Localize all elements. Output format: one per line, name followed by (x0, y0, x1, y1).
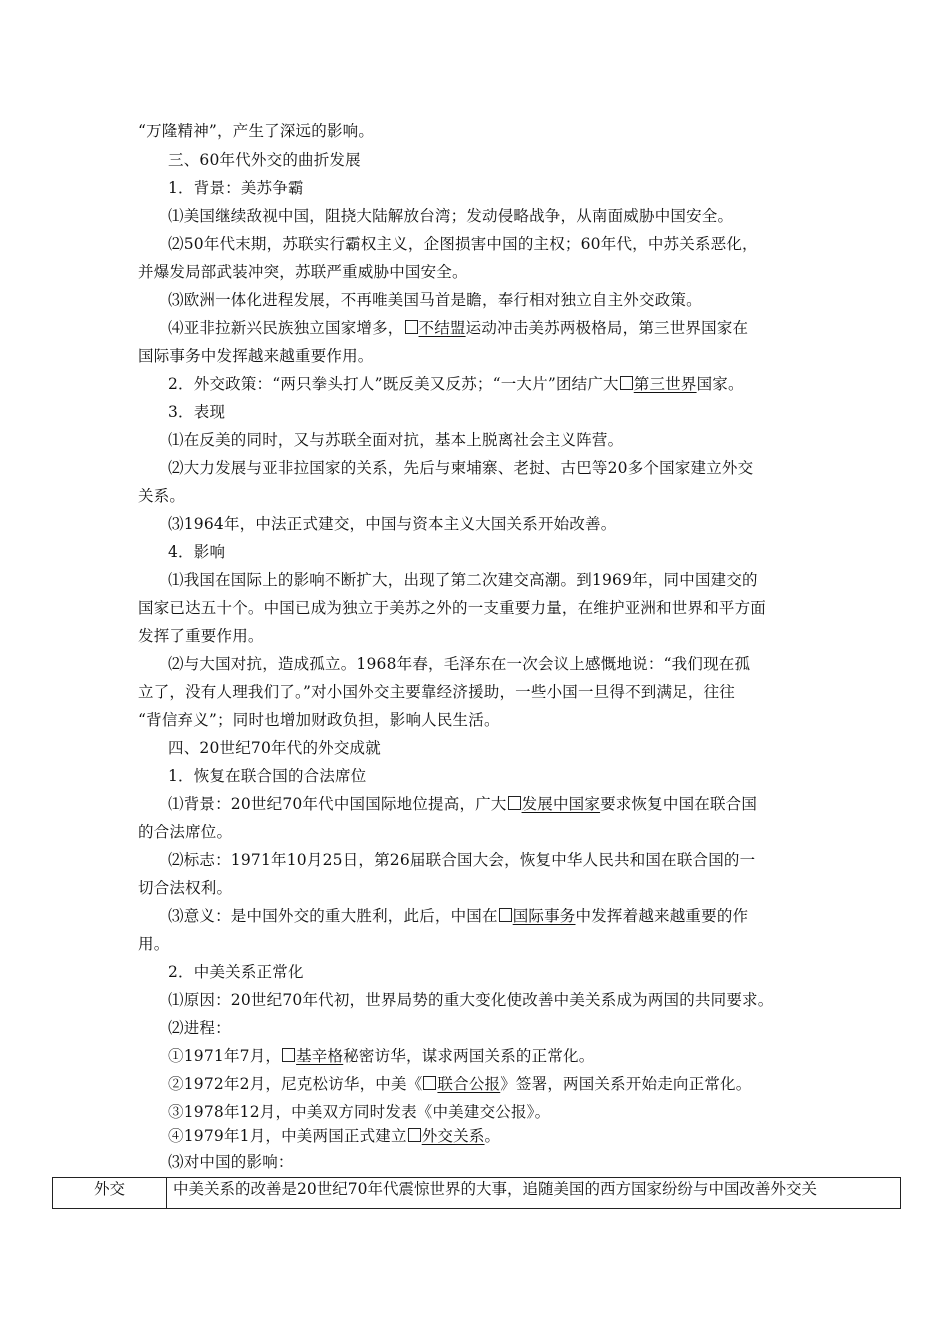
blank-box (282, 1048, 295, 1062)
text-line: ⑵50年代末期，苏联实行霸权主义，企图损害中国的主权；60年代，中苏关系恶化， (168, 235, 758, 253)
text-line: ①1971年7月， 基辛格秘密访华，谋求两国关系的正常化。 (168, 1047, 595, 1065)
section-heading: 三、60年代外交的曲折发展 (168, 151, 361, 169)
text-line: 国际事务中发挥越来越重要作用。 (138, 347, 374, 365)
text-line: ⑴我国在国际上的影响不断扩大，出现了第二次建交高潮。到1969年，同中国建交的 (168, 571, 758, 589)
underlined-answer: 国际事务 (512, 907, 576, 925)
text-line: ⑴原因：20世纪70年代初，世界局势的重大变化使改善中美关系成为两国的共同要求。 (168, 991, 774, 1009)
text-line: 切合法权利。 (138, 879, 233, 897)
text-line: ⑵与大国对抗，造成孤立。1968年春，毛泽东在一次会议上感慨地说：“我们现在孤 (168, 655, 751, 673)
text-line: ⑶对中国的影响： (168, 1153, 294, 1171)
underlined-answer: 发展中国家 (521, 795, 601, 813)
blank-box (408, 1128, 421, 1142)
subheading: 1．背景：美苏争霸 (168, 179, 304, 197)
underlined-answer: 外交关系 (421, 1127, 485, 1145)
table-cell-label: 外交 (53, 1178, 167, 1209)
blank-box (499, 908, 512, 922)
text-line: ⑶欧洲一体化进程发展，不再唯美国马首是瞻，奉行相对独立自主外交政策。 (168, 291, 702, 309)
text-line: ②1972年2月，尼克松访华，中美《 联合公报》签署，两国关系开始走向正常化。 (168, 1075, 752, 1093)
text-line: 国家已达五十个。中国已成为独立于美苏之外的一支重要力量，在维护亚洲和世界和平方面 (138, 599, 767, 617)
text-line: 2．外交政策：“两只拳头打人”既反美又反苏；“一大片”团结广大 第三世界国家。 (168, 375, 744, 393)
underlined-answer: 联合公报 (437, 1075, 501, 1093)
text-line: ⑴在反美的同时，又与苏联全面对抗，基本上脱离社会主义阵营。 (168, 431, 624, 449)
underlined-answer: 不结盟 (418, 319, 466, 337)
text-line: ⑴背景：20世纪70年代中国国际地位提高，广大 发展中国家要求恢复中国在联合国 (168, 795, 758, 813)
text-line: ⑵进程： (168, 1019, 231, 1037)
subheading: 2．中美关系正常化 (168, 963, 304, 981)
text-line: ⑷亚非拉新兴民族独立国家增多， 不结盟运动冲击美苏两极格局，第三世界国家在 (168, 319, 749, 337)
underlined-answer: 第三世界 (633, 375, 697, 393)
blank-box (423, 1076, 436, 1090)
text-line: 关系。 (138, 487, 186, 505)
impact-table (52, 1177, 901, 1209)
text-line: 并爆发局部武装冲突，苏联严重威胁中国安全。 (138, 263, 468, 281)
blank-box (405, 320, 418, 334)
section-heading: 四、20世纪70年代的外交成就 (168, 739, 381, 757)
underlined-answer: 基辛格 (296, 1047, 344, 1065)
text-line: ⑶1964年，中法正式建交，中国与资本主义大国关系开始改善。 (168, 515, 617, 533)
subheading: 3．表现 (168, 403, 226, 421)
text-line: ③1978年12月，中美双方同时发表《中美建交公报》。 (168, 1103, 551, 1121)
text-line: ⑴美国继续敌视中国，阻挠大陆解放台湾；发动侵略战争，从南面威胁中国安全。 (168, 207, 734, 225)
text-line: 立了，没有人理我们了。”对小国外交主要靠经济援助，一些小国一旦得不到满足，往往 (138, 683, 735, 701)
text-line: 的合法席位。 (138, 823, 233, 841)
text-line: 用。 (138, 935, 170, 953)
text-line: ⑵大力发展与亚非拉国家的关系，先后与柬埔寨、老挝、古巴等20多个国家建立外交 (168, 459, 754, 477)
subheading: 4．影响 (168, 543, 226, 561)
table-row (53, 1178, 901, 1209)
text-line: “背信弃义”；同时也增加财政负担，影响人民生活。 (138, 711, 500, 729)
text-line: ④1979年1月，中美两国正式建立 外交关系。 (168, 1127, 501, 1145)
blank-box (620, 376, 633, 390)
subheading: 1．恢复在联合国的合法席位 (168, 767, 367, 785)
text-line: ⑵标志：1971年10月25日，第26届联合国大会，恢复中华人民共和国在联合国的一 (168, 851, 756, 869)
text-line: 发挥了重要作用。 (138, 627, 264, 645)
table-cell-text: 中美关系的改善是20世纪70年代震惊世界的大事，追随美国的西方国家纷纷与中国改善外交关 (167, 1178, 901, 1209)
blank-box (508, 796, 521, 810)
text-line: “万隆精神”，产生了深远的影响。 (138, 122, 375, 140)
text-line: ⑶意义：是中国外交的重大胜利，此后，中国在 国际事务中发挥着越来越重要的作 (168, 907, 749, 925)
